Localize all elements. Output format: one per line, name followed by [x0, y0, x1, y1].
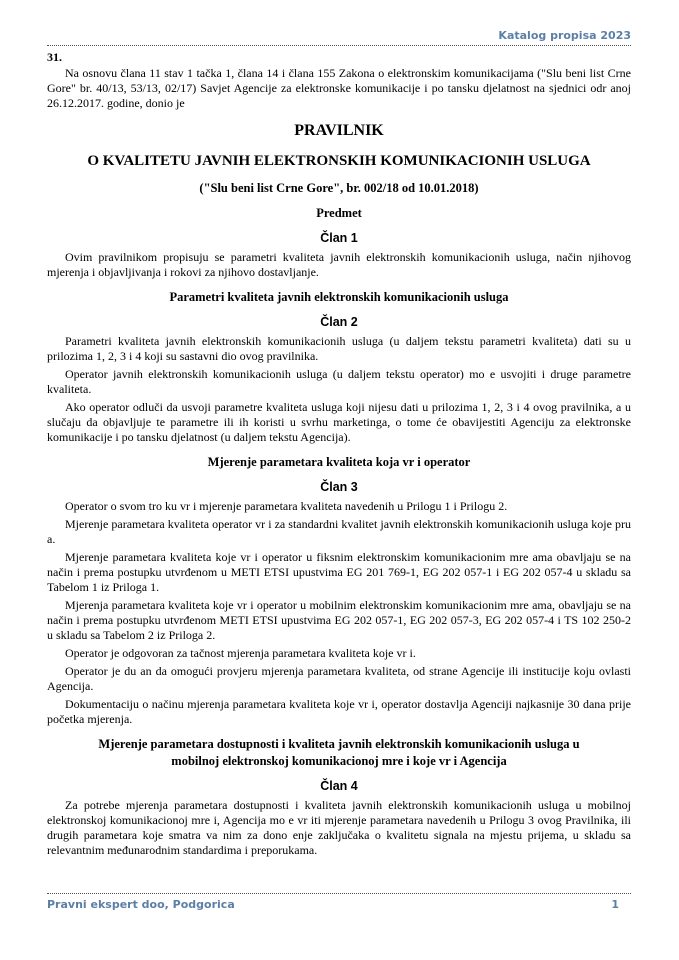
section-heading-mjerenje-agencija-line-2: mobilnoj elektronskoj komunikacionoj mre i koje vr i Agencija: [171, 754, 507, 768]
article-3-paragraph-2: Mjerenje parametara kvaliteta operator vr i za standardni kvalitet javnih elektronskih komunikacionih usluga koje pru a.: [47, 517, 631, 546]
page-number: 1: [611, 898, 619, 911]
article-3-paragraph-3: Mjerenje parametara kvaliteta koje vr i operator u fiksnim elektronskim komunikacionim mre ama obavljaju se na način i prema postupku utvrđenom u METI ETSI upustvima EG 201 769-1, EG 202 057-1 i EG 202 057-4 u skladu sa Tabelom 1 iz Priloga 1.: [47, 550, 631, 594]
document-body: [47, 50, 631, 861]
document-title: PRAVILNIK: [294, 122, 384, 139]
section-heading-predmet: Predmet: [316, 206, 362, 220]
article-3-title: Član 3: [320, 480, 358, 494]
article-3-paragraph-7: Dokumentaciju o načinu mjerenja parametara kvaliteta koje vr i, operator dostavlja Agenciji najkasnije 30 dana prije početka mjerenja.: [47, 697, 631, 726]
article-1-title: Član 1: [320, 231, 358, 245]
header-divider: [47, 45, 631, 46]
intro-paragraph: Na osnovu člana 11 stav 1 tačka 1, člana 14 i člana 155 Zakona o elektronskim komunikacijama ("Slu beni list Crne Gore" br. 40/13, 53/13, 02/17) Savjet Agencije za elektronske komunikacije i po tansku djelatnost na sjednici odr anoj 26.12.2017. godine, donio je: [47, 66, 631, 110]
section-heading-parametri: Parametri kvaliteta javnih elektronskih komunikacionih usluga: [169, 290, 509, 304]
catalog-header: Katalog propisa 2023: [498, 29, 631, 42]
article-1-paragraph: Ovim pravilnikom propisuju se parametri kvaliteta javnih elektronskih komunikacionih usluga, način njihovog mjerenja i objavljivanja i rokovi za njihovo dostavljanje.: [47, 250, 631, 279]
article-2-paragraph-2: Operator javnih elektronskih komunikacionih usluga (u daljem tekstu operator) mo e usvojiti i druge parametre kvaliteta.: [47, 367, 631, 396]
section-heading-mjerenje-agencija-line-1: Mjerenje parametara dostupnosti i kvaliteta javnih elektronskih komunikacionih usluga u: [98, 737, 580, 751]
article-4-paragraph-1: Za potrebe mjerenja parametara dostupnosti i kvaliteta javnih elektronskih komunikacionih usluga u mobilnoj elektronskoj komunikacionoj mre i, Agencija mo e vr iti mjerenje parametara navedenih u Prilogu 3 ovog Pravilnika, ili drugih parametara koje smatra va nim za dono enje zaključaka o kvalitetu signala na mjestu prijema, u skladu sa relevantnim međunarodnim standardima i preporukama.: [47, 798, 631, 857]
footer-publisher: Pravni ekspert doo, Podgorica: [47, 898, 235, 911]
article-2-paragraph-3: Ako operator odluči da usvoji parametre kvaliteta usluga koji nijesu dati u prilozima 1, 2, 3 i 4 ovog pravilnika, a u slučaju da objavljuje te parametre ili ih koristi u svrhu marketinga, o tome će obavijestiti Agenciju za elektronske komunikacije i po tansku djelatnost (u daljem tekstu Agencija).: [47, 400, 631, 444]
article-2-paragraph-1: Parametri kvaliteta javnih elektronskih komunikacionih usluga (u daljem tekstu parametri kvaliteta) dati su u prilozima 1, 2, 3 i 4 koji su sastavni dio ovog pravilnika.: [47, 334, 631, 363]
document-number: 31.: [47, 50, 62, 64]
gazette-reference: ("Slu beni list Crne Gore", br. 002/18 od 10.01.2018): [199, 181, 479, 195]
article-3-paragraph-1: Operator o svom tro ku vr i mjerenje parametara kvaliteta navedenih u Prilogu 1 i Prilogu 2.: [65, 499, 508, 513]
article-3-paragraph-6: Operator je du an da omogući provjeru mjerenja parametara kvaliteta, od strane Agencije ili institucije koju ovlasti Agencija.: [47, 664, 631, 693]
article-3-paragraph-5: Operator je odgovoran za tačnost mjerenja parametara kvaliteta koje vr i.: [65, 646, 416, 660]
article-2-title: Član 2: [320, 315, 358, 329]
section-heading-mjerenje-operator: Mjerenje parametara kvaliteta koja vr i operator: [207, 455, 471, 469]
document-subtitle: O KVALITETU JAVNIH ELEKTRONSKIH KOMUNIKACIONIH USLUGA: [87, 153, 591, 169]
article-4-title: Član 4: [320, 779, 358, 793]
footer-divider: [47, 893, 631, 894]
article-3-paragraph-4: Mjerenja parametara kvaliteta koje vr i operator u mobilnim elektronskim komunikacionim mre ama, obavljaju se na način i prema postupku utvrđenom METI ETSI upustvima EG 202 057-1, EG 202 057-3, EG 202 057-4 i TS 102 250-2 u skladu sa Tabelom 2 iz Priloga 2.: [47, 598, 631, 642]
